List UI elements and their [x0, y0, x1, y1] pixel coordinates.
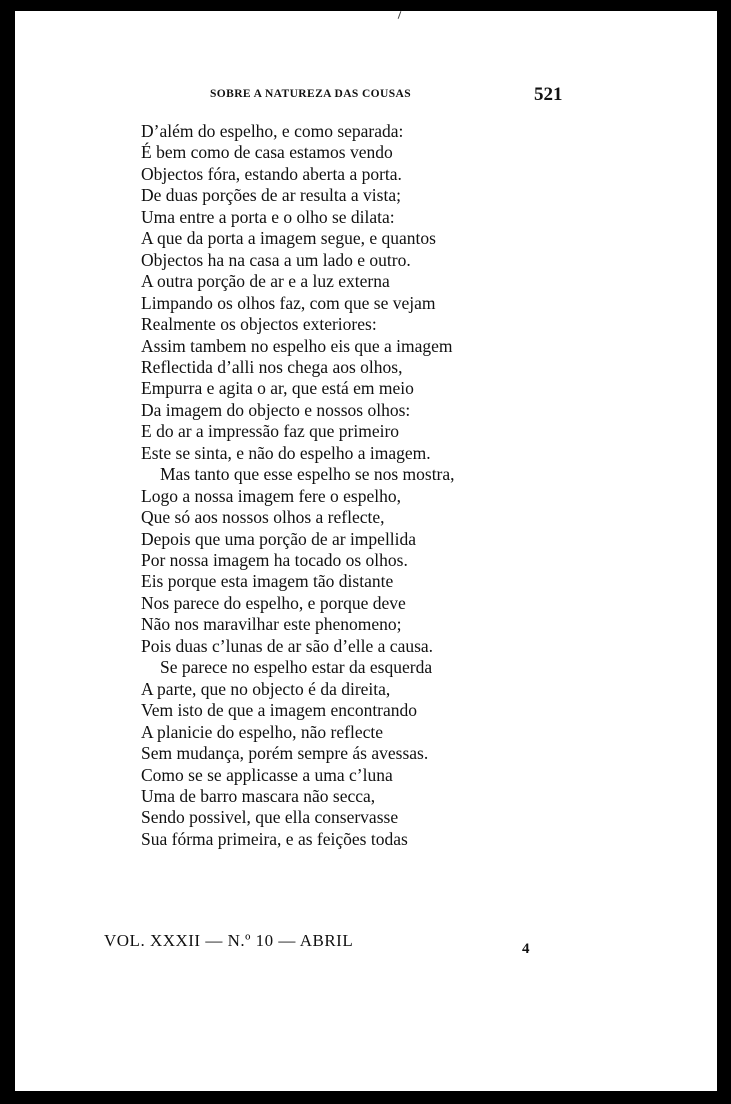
verse-line: Como se se applicasse a uma c’luna	[141, 765, 393, 785]
running-title: SOBRE A NATUREZA DAS COUSAS	[210, 88, 412, 100]
verse-line: A outra porção de ar e a luz externa	[141, 271, 390, 291]
verse-line: Objectos ha na casa a um lado e outro.	[141, 250, 411, 270]
verse-line: Mas tanto que esse espelho se nos mostra,	[160, 464, 455, 484]
book-page	[15, 11, 717, 1091]
verse-line: É bem como de casa estamos vendo	[141, 142, 393, 162]
verse-line: Por nossa imagem ha tocado os olhos.	[141, 550, 408, 570]
verse-line: Assim tambem no espelho eis que a imagem	[141, 336, 453, 356]
verse-line: Nos parece do espelho, e porque deve	[141, 593, 406, 613]
verse-line: Empurra e agita o ar, que está em meio	[141, 378, 414, 398]
verse-line: De duas porções de ar resulta a vista;	[141, 185, 401, 205]
verse-line: Limpando os olhos faz, com que se vejam	[141, 293, 436, 313]
verse-line: Reflectida d’alli nos chega aos olhos,	[141, 357, 403, 377]
page-number: 521	[534, 84, 563, 105]
verse-line: E do ar a impressão faz que primeiro	[141, 421, 400, 441]
verse-line: Pois duas c’lunas de ar são d’elle a causa.	[141, 636, 434, 656]
verse-line: A que da porta a imagem segue, e quantos	[141, 228, 436, 248]
verse-line: Objectos fóra, estando aberta a porta.	[141, 164, 402, 184]
verse-line: Não nos maravilhar este phenomeno;	[141, 614, 402, 634]
verse-line: Uma entre a porta e o olho se dilata:	[141, 207, 395, 227]
verse-line: Sua fórma primeira, e as feições todas	[141, 829, 408, 849]
verse-line: Logo a nossa imagem fere o espelho,	[141, 486, 401, 506]
verse-line: Vem isto de que a imagem encontrando	[141, 700, 418, 720]
verse-line: Sem mudança, porém sempre ás avessas.	[141, 743, 429, 763]
verse-line: Eis porque esta imagem tão distante	[141, 571, 394, 591]
verse-line: Depois que uma porção de ar impellida	[141, 529, 417, 549]
verse-line: Da imagem do objecto e nossos olhos:	[141, 400, 411, 420]
verse-line: Que só aos nossos olhos a reflecte,	[141, 507, 385, 527]
verse-line: Se parece no espelho estar da esquerda	[160, 657, 433, 677]
verse-line: Este se sinta, e não do espelho a imagem.	[141, 443, 431, 463]
verse-line: Sendo possivel, que ella conservasse	[141, 807, 399, 827]
verse-line: D’além do espelho, e como separada:	[141, 121, 404, 141]
volume-line: VOL. XXXII — N.º 10 — ABRIL	[104, 931, 354, 950]
page-mark	[398, 11, 402, 19]
verse-line: Uma de barro mascara não secca,	[141, 786, 376, 806]
signature-mark: 4	[522, 941, 530, 957]
verse-line: A planicie do espelho, não reflecte	[141, 722, 383, 742]
verse-line: A parte, que no objecto é da direita,	[141, 679, 391, 699]
verse-line: Realmente os objectos exteriores:	[141, 314, 377, 334]
